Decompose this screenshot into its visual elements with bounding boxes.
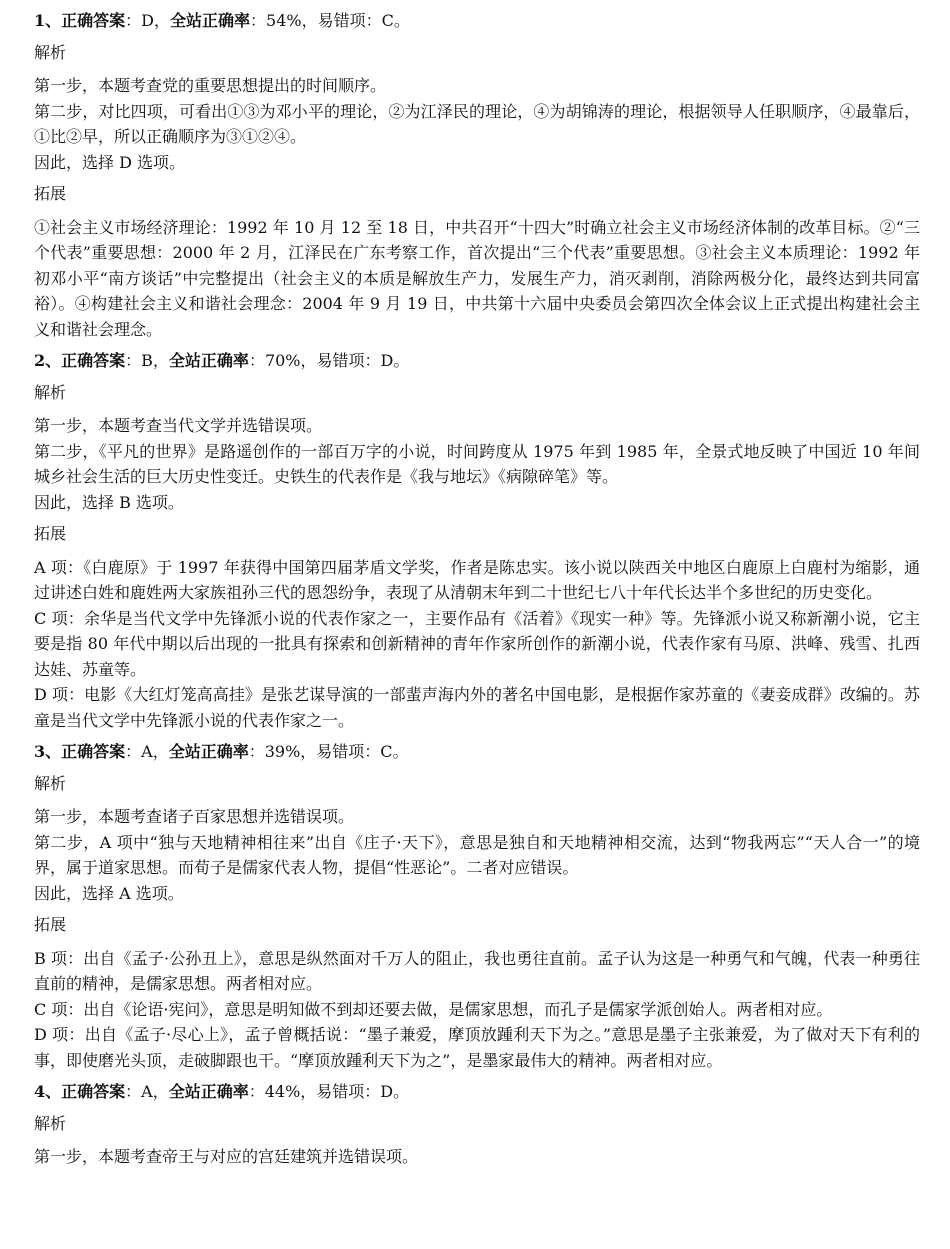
extension-paragraph: C 项：余华是当代文学中先锋派小说的代表作家之一，主要作品有《活着》《现实一种》等。先锋派小说又称新潮小说，它主要是指 80 年代中期以后出现的一批具有探索和创新精神的青年作家所创作的新潮小说，代表作家有马原、洪峰、残雪、扎西达娃、苏童等。 xyxy=(34,608,920,679)
analysis-paragraph: 因此，选择 A 选项。 xyxy=(34,883,184,903)
question-2 xyxy=(34,348,920,733)
extension-paragraph: ①社会主义市场经济理论：1992 年 10 月 12 至 18 日，中共召开“十四大”时确立社会主义市场经济体制的改革目标。②“三个代表”重要思想：2000 年 2 月，江泽民在广东考察工作，首次提出“三个代表”重要思想。③社会主义本质理论：1992 年初邓小平“南方谈话”中完整提出（社会主义的本质是解放生产力，发展生产力，消灭剥削，消除两极分化，最终达到共同富裕）。④构建社会主义和谐社会理念：2004 年 9 月 19 日，中共第十六届中央委员会第四次全体会议上正式提出构建社会主义和谐社会理念。 xyxy=(34,217,920,339)
analysis-paragraph: 第二步，A 项中“独与天地精神相往来”出自《庄子·天下》，意思是独自和天地精神相交流，达到“物我两忘”“天人合一”的境界，属于道家思想。而荀子是儒家代表人物，提倡“性恶论”。二者对应错误。 xyxy=(34,832,920,877)
extension-title: 拓展 xyxy=(34,524,67,543)
extension-paragraph: C 项：出自《论语·宪问》，意思是明知做不到却还要去做，是儒家思想，而孔子是儒家学派创始人。两者相对应。 xyxy=(34,999,833,1019)
analysis-title: 解析 xyxy=(34,42,67,62)
analysis-paragraph: 第一步，本题考查帝王与对应的宫廷建筑并选错误项。 xyxy=(34,1147,419,1166)
analysis-paragraph: 因此，选择 D 选项。 xyxy=(34,152,186,172)
extension-paragraph: D 项：电影《大红灯笼高高挂》是张艺谋导演的一部蜚声海内外的著名中国电影，是根据作家苏童的《妻妾成群》改编的。苏童是当代文学中先锋派小说的代表作家之一。 xyxy=(34,685,920,730)
extension-paragraph: D 项：出自《孟子·尽心上》，孟子曾概括说：“墨子兼爱，摩顶放踵利天下为之。”意思是墨子主张兼爱，为了做对天下有利的事，即使磨光头顶，走破脚跟也干。“摩顶放踵利天下为之”，是墨家最伟大的精神。两者相对应。 xyxy=(34,1025,920,1070)
extension-paragraph: B 项：出自《孟子·公孙丑上》，意思是纵然面对千万人的阻止，我也勇往直前。孟子认为这是一种勇气和气魄，代表一种勇往直前的精神，是儒家思想。两者相对应。 xyxy=(34,948,920,993)
analysis-block xyxy=(34,804,920,906)
analysis-paragraph: 第一步，本题考查当代文学并选错误项。 xyxy=(34,416,323,435)
question-3-header: 3、正确答案：A，全站正确率：39%，易错项：C。 xyxy=(34,742,409,761)
analysis-paragraph: 因此，选择 B 选项。 xyxy=(34,492,184,512)
analysis-paragraph: 第一步，本题考查诸子百家思想并选错误项。 xyxy=(34,807,355,826)
analysis-title: 解析 xyxy=(34,773,67,793)
extension-block xyxy=(34,946,920,1074)
analysis-title: 解析 xyxy=(34,382,67,402)
analysis-block xyxy=(34,1144,920,1170)
analysis-paragraph: 第二步，《平凡的世界》是路遥创作的一部百万字的小说，时间跨度从 1975 年到 1985 年，全景式地反映了中国近 10 年间城乡社会生活的巨大历史性变迁。史铁生的代表作是《我与地坛》《病隙碎笔》等。 xyxy=(34,441,920,486)
extension-title: 拓展 xyxy=(34,915,67,934)
question-1-header: 1、正确答案：D，全站正确率：54%，易错项：C。 xyxy=(34,11,410,30)
analysis-paragraph: 第一步，本题考查党的重要思想提出的时间顺序。 xyxy=(34,76,387,95)
analysis-block xyxy=(34,73,920,175)
analysis-title: 解析 xyxy=(34,1113,67,1133)
question-4 xyxy=(34,1079,920,1170)
extension-paragraph: A 项：《白鹿原》于 1997 年获得中国第四届茅盾文学奖，作者是陈忠实。该小说以陕西关中地区白鹿原上白鹿村为缩影，通过讲述白姓和鹿姓两大家族祖孙三代的恩怨纷争，表现了从清朝末年到二十世纪七八十年代长达半个多世纪的历史变化。 xyxy=(34,557,920,602)
question-4-header: 4、正确答案：A，全站正确率：44%，易错项：D。 xyxy=(34,1082,410,1101)
analysis-block xyxy=(34,413,920,515)
question-1 xyxy=(34,8,920,342)
analysis-paragraph: 第二步，对比四项，可看出①③为邓小平的理论，②为江泽民的理论，④为胡锦涛的理论，根据领导人任职顺序，④最靠后，①比②早，所以正确顺序为③①②④。 xyxy=(34,101,920,146)
question-3 xyxy=(34,739,920,1073)
extension-block xyxy=(34,555,920,734)
question-2-header: 2、正确答案：B，全站正确率：70%，易错项：D。 xyxy=(34,351,410,370)
extension-block xyxy=(34,215,920,343)
extension-title: 拓展 xyxy=(34,184,67,203)
